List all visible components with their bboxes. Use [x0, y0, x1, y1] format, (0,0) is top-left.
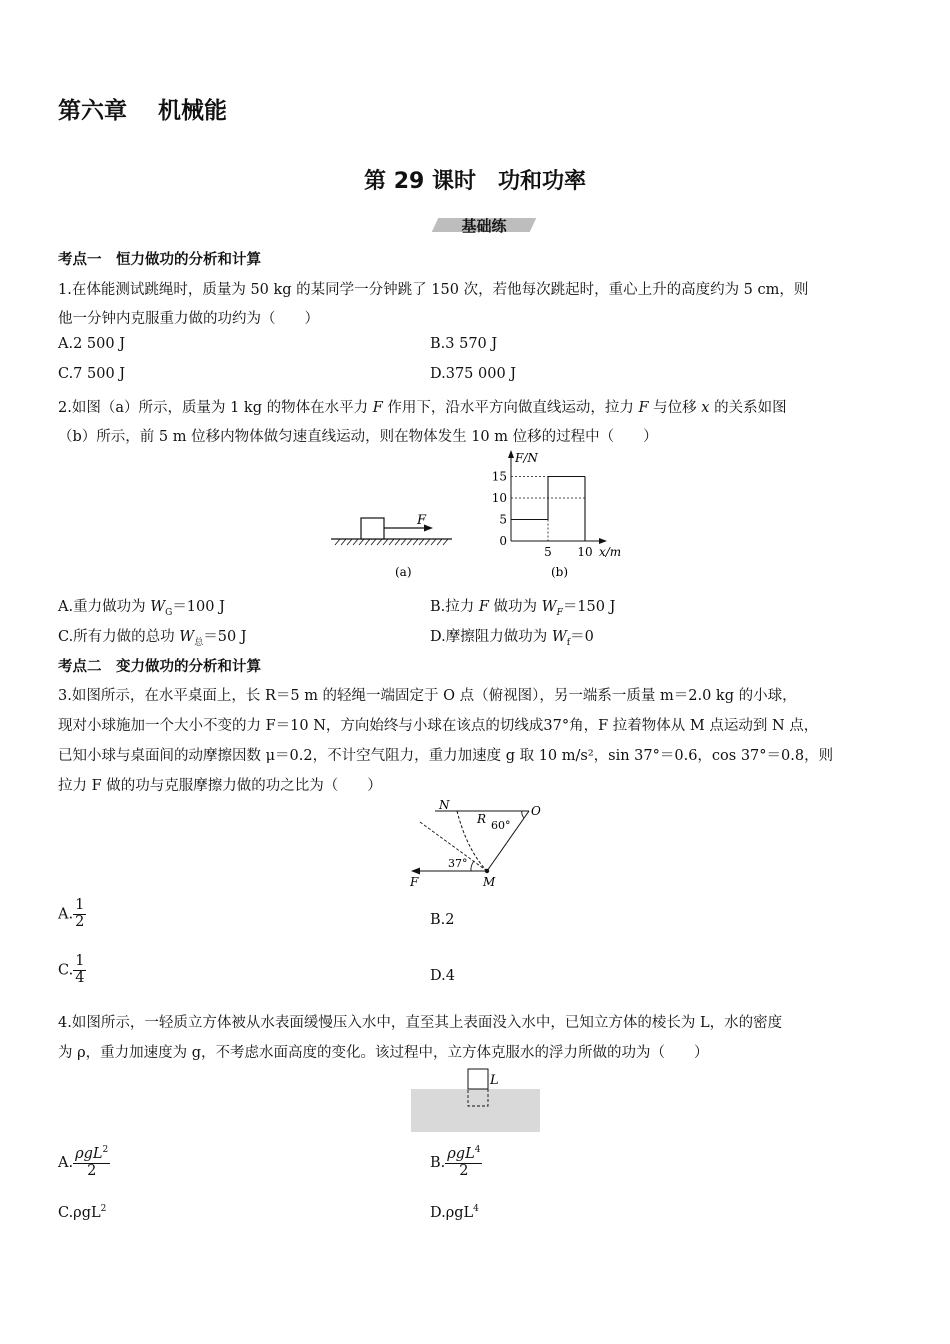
q3-option-a: A. $\frac{1}{2}$: [58, 897, 85, 930]
fig-label-37: 37°: [448, 857, 468, 870]
q1-stem-line2: 他一分钟内克服重力做的功约为（ ）: [58, 311, 319, 327]
q3-stem-line3: 已知小球与桌面间的动摩擦因数 μ＝0.2，不计空气阻力，重力加速度 g 取 10 m/s²，sin 37°＝0.6，cos 37°＝0.8，则: [58, 748, 834, 764]
q3-option-c: C. $\frac{1}{4}$: [58, 953, 85, 986]
q2-stem-line1: 2.如图（a）所示，质量为 1 kg 的物体在水平力 F 作用下，沿水平方向做直线运动，拉力 F 与位移 x 的关系如图: [58, 400, 787, 416]
fig-label-F: F: [410, 875, 419, 889]
section-badge: [435, 214, 533, 236]
y-tick-label: 10: [491, 491, 507, 505]
fig-a-force-label: F: [417, 513, 427, 528]
lesson-title: 第 29 课时 功和功率: [364, 169, 586, 194]
fig-b-caption: (b): [551, 565, 569, 579]
q2-stem-line2: （b）所示，前 5 m 位移内物体做匀速直线运动，则在物体发生 10 m 位移的过程中（ ）: [58, 429, 658, 445]
kaodian-1-heading: 考点一 恒力做功的分析和计算: [58, 252, 261, 268]
fig-label-O: O: [531, 804, 541, 818]
x-tick-label: 5: [544, 545, 552, 559]
block: [361, 518, 384, 539]
q3-figure: [405, 798, 555, 892]
chapter-title: 第六章 机械能: [58, 98, 228, 124]
q2-figure-a: [325, 505, 455, 580]
kaodian-2-heading: 考点二 变力做功的分析和计算: [58, 659, 261, 675]
q3-option-d: D.4: [430, 968, 455, 984]
q2-option-d: D.摩擦阻力做功为 $W_f=0$: [430, 629, 594, 648]
q4-option-b-fraction: $\frac{\rho gL^4}{2}$: [447, 1145, 481, 1179]
fig-label-60: 60°: [491, 819, 511, 832]
section-badge-label: 基础练: [461, 217, 507, 235]
q1-stem-line1: 1.在体能测试跳绳时，质量为 50 kg 的某同学一分钟跳了 150 次，若他每次跳起时，重心上升的高度约为 5 cm，则: [58, 282, 809, 298]
q3-stem-line2: 现对小球施加一个大小不变的力 F＝10 N，方向始终与小球在该点的切线成37°角，F 拉着物体从 M 点运动到 N 点，: [58, 718, 819, 734]
q3-option-a-fraction: $\frac{1}{2}$: [75, 897, 85, 930]
q4-option-c: C.ρgL$^2$: [58, 1204, 107, 1221]
q4-figure: [410, 1066, 542, 1134]
fig-label-M: M: [483, 875, 496, 889]
q3-stem-line1: 3.如图所示，在水平桌面上，长 R＝5 m 的轻绳一端固定于 O 点（俯视图），另一端系一质量 m＝2.0 kg 的小球，: [58, 688, 797, 704]
q2-option-c: C.所有力做的总功 $W_总=50$ J: [58, 629, 247, 648]
x-tick-label: 10: [577, 545, 593, 559]
q4-stem-line2: 为 ρ，重力加速度为 g，不考虑水面高度的变化。该过程中，立方体克服水的浮力所做的功为（ ）: [58, 1045, 709, 1061]
y-tick-label: 15: [491, 469, 507, 484]
q2-option-b: B.拉力 F 做功为 $W_F=150$ J: [430, 599, 616, 618]
q2-option-a: A.重力做功为 $W_G=100$ J: [58, 599, 225, 618]
fig-label-L: L: [490, 1073, 499, 1088]
x-axis-label: x/m: [599, 545, 622, 559]
q4-option-d: D.ρgL$^4$: [430, 1204, 479, 1221]
fig-label-R: R: [477, 812, 487, 826]
y-tick-label: 0: [499, 534, 507, 548]
q3-option-c-fraction: $\frac{1}{4}$: [75, 953, 85, 986]
q1-option-b: B.3 570 J: [430, 336, 498, 352]
q4-option-a-fraction: $\frac{\rho gL^2}{2}$: [75, 1145, 109, 1179]
fig-a-caption: (a): [395, 565, 412, 579]
q4-option-b: B. $\frac{\rho gL^4}{2}$: [430, 1145, 481, 1179]
q1-option-a: A.2 500 J: [58, 336, 126, 352]
q1-option-c: C.7 500 J: [58, 366, 126, 382]
q4-stem-line1: 4.如图所示，一轻质立方体被从水表面缓慢压入水中，直至其上表面没入水中，已知立方体的棱长为 L，水的密度: [58, 1015, 783, 1031]
q1-option-d: D.375 000 J: [430, 366, 517, 382]
y-tick-label: 5: [499, 512, 507, 527]
q2-figure-b-chart: [475, 448, 635, 582]
q3-option-b: B.2: [430, 912, 455, 928]
q4-option-a: A. $\frac{\rho gL^2}{2}$: [58, 1145, 109, 1179]
q3-stem-line4: 拉力 F 做的功与克服摩擦力做的功之比为（ ）: [58, 778, 382, 794]
y-axis-label: F/N: [515, 451, 538, 465]
fig-label-N: N: [439, 798, 450, 812]
